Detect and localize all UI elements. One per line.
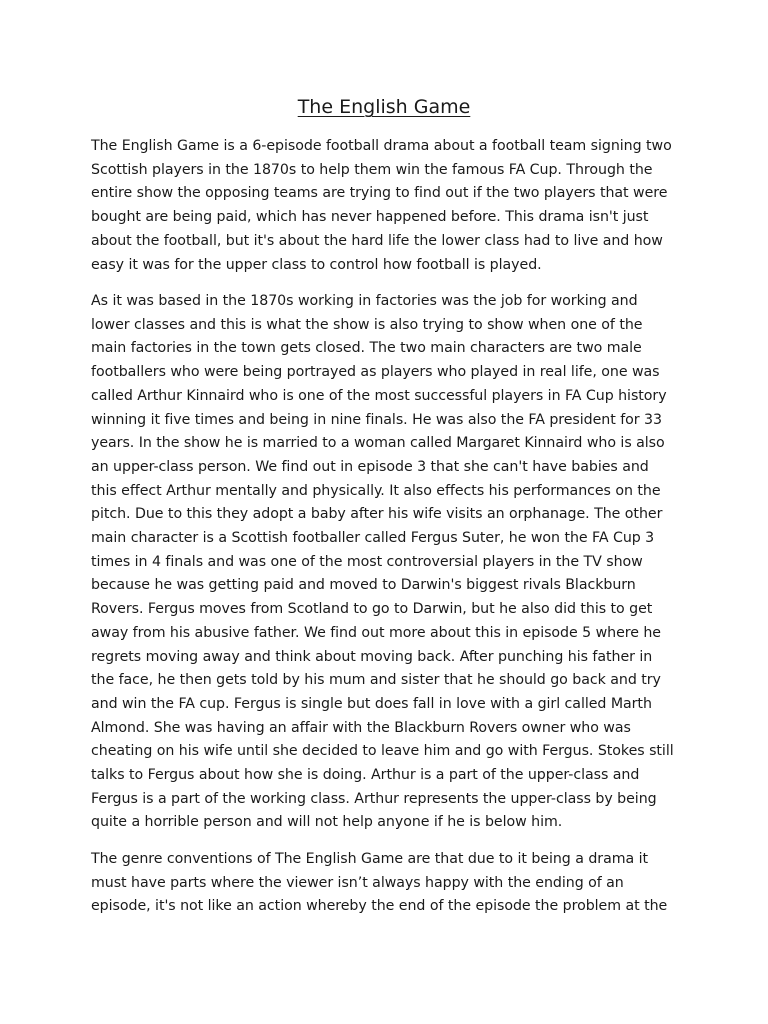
text-line: footballers who were being portrayed as players who played in real life, one was	[91, 364, 660, 381]
text-line: easy it was for the upper class to control how football is played.	[91, 256, 542, 273]
text-line: and win the FA cup. Fergus is single but does fall in love with a girl called Marth	[91, 695, 652, 712]
text-line: Fergus is a part of the working class. Arthur represents the upper-class by being	[91, 790, 657, 807]
text-line: As it was based in the 1870s working in factories was the job for working and	[91, 293, 638, 309]
text-line: The English Game is a 6-episode football drama about a football team signing two	[91, 138, 672, 154]
text-line: episode, it's not like an action whereby the end of the episode the problem at the	[91, 898, 668, 915]
text-line: pitch. Due to this they adopt a baby after his wife visits an orphanage. The other	[91, 506, 663, 523]
text-line: entire show the opposing teams are trying to find out if the two players that were	[91, 185, 668, 202]
text-line: about the football, but it's about the hard life the lower class had to live and how	[91, 232, 663, 249]
text-line: winning it five times and being in nine finals. He was also the FA president for 33	[91, 411, 662, 428]
text-line: away from his abusive father. We find out more about this in episode 5 where he	[91, 624, 661, 641]
paragraph-3	[91, 848, 691, 919]
document-title: The English Game	[297, 96, 471, 118]
text-line: the face, he then gets told by his mum and sister that he should go back and try	[91, 672, 661, 689]
text-line: Scottish players in the 1870s to help them win the famous FA Cup. Through the	[91, 161, 653, 178]
text-line: Rovers. Fergus moves from Scotland to go to Darwin, but he also did this to get	[91, 601, 653, 618]
text-line: cheating on his wife until she decided to leave him and go with Fergus. Stokes still	[91, 743, 674, 760]
text-line: this effect Arthur mentally and physically. It also effects his performances on the	[91, 482, 661, 499]
text-line: Almond. She was having an affair with the Blackburn Rovers owner who was	[91, 719, 631, 736]
text-line: must have parts where the viewer isn’t always happy with the ending of an	[91, 874, 624, 891]
text-line: main factories in the town gets closed. The two main characters are two male	[91, 340, 642, 357]
text-line: an upper-class person. We find out in episode 3 that she can't have babies and	[91, 458, 649, 475]
text-line: times in 4 finals and was one of the most controversial players in the TV show	[91, 553, 643, 570]
text-line: lower classes and this is what the show is also trying to show when one of the	[91, 316, 643, 333]
paragraph-2	[91, 290, 691, 835]
text-line: called Arthur Kinnaird who is one of the most successful players in FA Cup history	[91, 387, 667, 404]
text-line: quite a horrible person and will not help anyone if he is below him.	[91, 814, 563, 831]
text-line: bought are being paid, which has never happened before. This drama isn't just	[91, 209, 649, 226]
text-line: talks to Fergus about how she is doing. Arthur is a part of the upper-class and	[91, 767, 640, 784]
text-line: because he was getting paid and moved to Darwin's biggest rivals Blackburn	[91, 577, 636, 594]
text-line: main character is a Scottish footballer called Fergus Suter, he won the FA Cup 3	[91, 530, 655, 547]
text-line: regrets moving away and think about moving back. After punching his father in	[91, 648, 653, 665]
paragraph-1	[91, 135, 691, 277]
text-line: years. In the show he is married to a woman called Margaret Kinnaird who is also	[91, 435, 665, 452]
text-line: The genre conventions of The English Game are that due to it being a drama it	[91, 851, 648, 867]
